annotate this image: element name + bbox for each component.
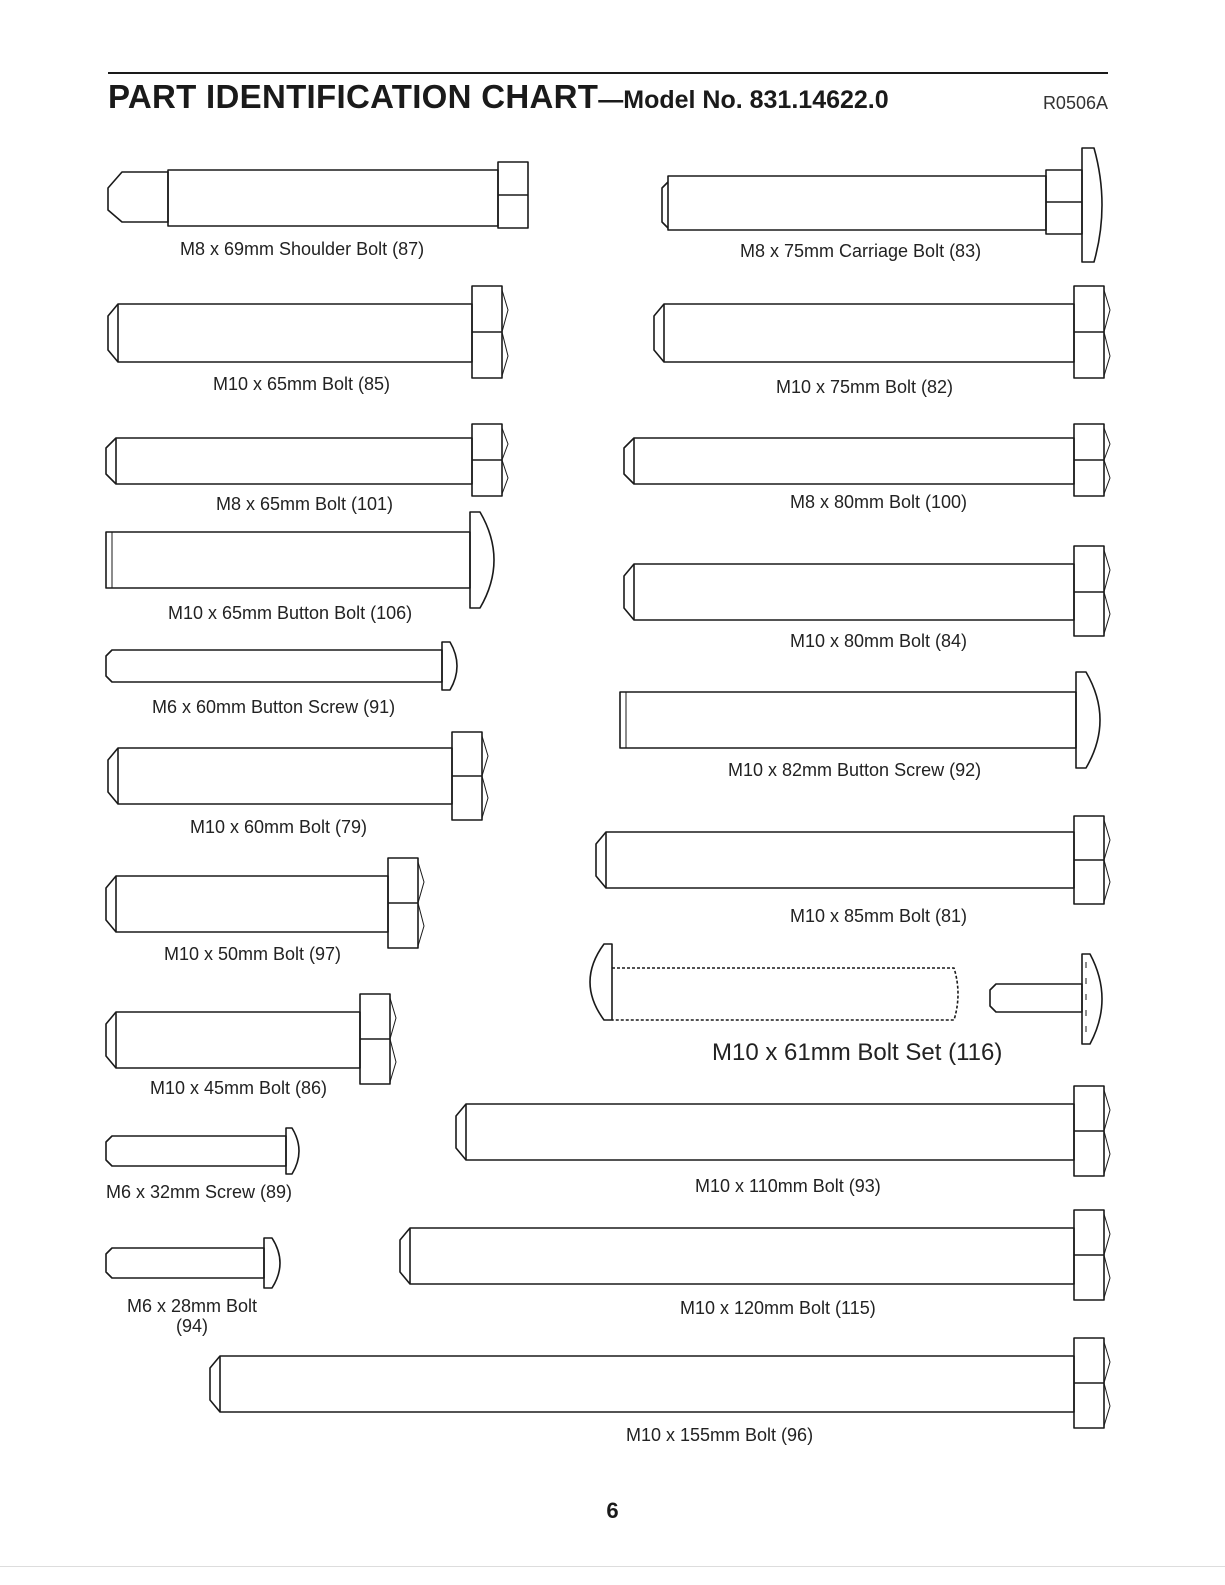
part-label-115: M10 x 120mm Bolt (115) (680, 1298, 876, 1318)
part-label-93: M10 x 110mm Bolt (93) (695, 1176, 881, 1196)
bolt-84-drawing (624, 546, 1110, 636)
part-label-106: M10 x 65mm Button Bolt (106) (168, 603, 413, 623)
button-bolt-106-drawing (106, 512, 494, 608)
document-code: R0506A (1042, 93, 1108, 113)
screw-89-drawing (106, 1128, 299, 1174)
part-label-94: M6 x 28mm Bolt (94) (126, 1296, 258, 1336)
bolt-100-drawing (624, 424, 1110, 496)
part-label-100: M8 x 80mm Bolt (100) (790, 492, 968, 512)
part-label-87: M8 x 69mm Shoulder Bolt (87) (180, 239, 425, 259)
bolt-set-116-drawing (590, 944, 1102, 1044)
part-label-82: M10 x 75mm Bolt (82) (776, 377, 954, 397)
bolt-81-drawing (596, 816, 1110, 904)
shoulder-bolt-87-drawing (108, 162, 528, 228)
part-label-79: M10 x 60mm Bolt (79) (190, 817, 368, 837)
bolt-93-drawing (456, 1086, 1110, 1176)
bolt-85-drawing (108, 286, 508, 378)
page-number: 6 (606, 1498, 619, 1523)
part-label-116: M10 x 61mm Bolt Set (116) (712, 1039, 1003, 1066)
part-label-83: M8 x 75mm Carriage Bolt (83) (740, 241, 982, 261)
part-label-101: M8 x 65mm Bolt (101) (216, 494, 394, 514)
part-label-91: M6 x 60mm Button Screw (91) (152, 697, 396, 717)
part-label-89: M6 x 32mm Screw (89) (106, 1182, 293, 1202)
page-bottom-divider (0, 1566, 1225, 1567)
part-label-97: M10 x 50mm Bolt (97) (164, 944, 342, 964)
bolt-86-drawing (106, 994, 396, 1084)
bolt-96-drawing (210, 1338, 1110, 1428)
part-label-85: M10 x 65mm Bolt (85) (213, 374, 391, 394)
button-screw-92-drawing (620, 672, 1100, 768)
model-number: —Model No. 831.14622.0 (598, 86, 889, 114)
chart-title: PART IDENTIFICATION CHART (108, 78, 599, 115)
part-label-81: M10 x 85mm Bolt (81) (790, 906, 968, 926)
bolt-79-drawing (108, 732, 488, 820)
part-label-86: M10 x 45mm Bolt (86) (150, 1078, 328, 1098)
bolt-94-drawing (106, 1238, 280, 1288)
part-label-92: M10 x 82mm Button Screw (92) (728, 760, 982, 780)
bolt-115-drawing (400, 1210, 1110, 1300)
bolt-97-drawing (106, 858, 424, 948)
bolt-82-drawing (654, 286, 1110, 378)
part-label-96: M10 x 155mm Bolt (96) (626, 1425, 814, 1445)
bolt-101-drawing (106, 424, 508, 496)
button-screw-91-drawing (106, 642, 457, 690)
part-label-84: M10 x 80mm Bolt (84) (790, 631, 968, 651)
